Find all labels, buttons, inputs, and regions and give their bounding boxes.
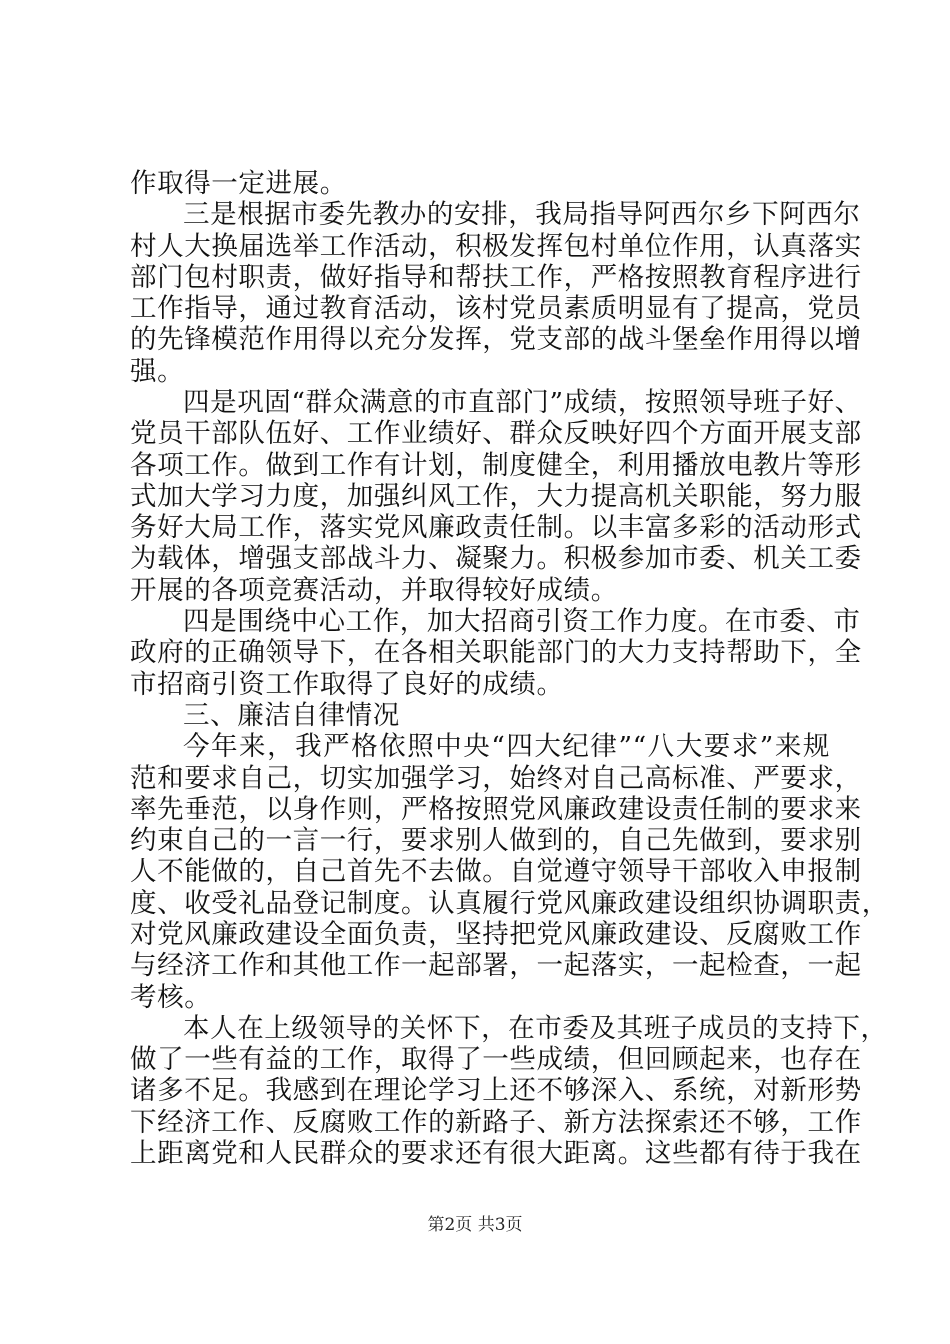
section-heading: 三、廉洁自律情况: [183, 700, 400, 731]
text-line: 与经济工作和其他工作一起部署，一起落实，一起检查，一起: [130, 950, 862, 981]
text-line: 做了一些有益的工作，取得了一些成绩，但回顾起来，也存在: [130, 1044, 862, 1075]
text-line: 务好大局工作，落实党风廉政责任制。以丰富多彩的活动形式: [130, 512, 862, 543]
text-line: 考核。: [130, 982, 212, 1013]
text-line: 率先垂范，以身作则，严格按照党风廉政建设责任制的要求来: [130, 794, 862, 825]
text-line: 部门包村职责，做好指导和帮扶工作，严格按照教育程序进行: [130, 262, 862, 293]
text-line: 三是根据市委先教办的安排，我局指导阿西尔乡下阿西尔: [183, 199, 861, 230]
text-line: 政府的正确领导下，在各相关职能部门的大力支持帮助下，全: [130, 637, 862, 668]
text-line: 人不能做的，自己首先不去做。自觉遵守领导干部收入申报制: [130, 856, 862, 887]
text-line: 为载体，增强支部战斗力、凝聚力。积极参加市委、机关工委: [130, 543, 862, 574]
text-line: 下经济工作、反腐败工作的新路子、新方法探索还不够，工作: [130, 1107, 862, 1138]
text-line: 上距离党和人民群众的要求还有很大距离。这些都有待于我在: [130, 1138, 862, 1169]
text-line: 党员干部队伍好、工作业绩好、群众反映好四个方面开展支部: [130, 418, 862, 449]
text-line: 村人大换届选举工作活动，积极发挥包村单位作用，认真落实: [130, 231, 862, 262]
text-line: 四是巩固“群众满意的市直部门”成绩，按照领导班子好、: [183, 387, 862, 418]
text-line: 约束自己的一言一行，要求别人做到的，自己先做到，要求别: [130, 825, 862, 856]
text-line: 度、收受礼品登记制度。认真履行党风廉政建设组织协调职责，: [130, 888, 889, 919]
text-line: 的先锋模范作用得以充分发挥，党支部的战斗堡垒作用得以增: [130, 324, 862, 355]
text-line: 本人在上级领导的关怀下，在市委及其班子成员的支持下，: [183, 1013, 888, 1044]
text-line: 范和要求自己，切实加强学习，始终对自己高标准、严要求，: [130, 763, 862, 794]
text-line: 强。: [130, 356, 185, 387]
text-line: 市招商引资工作取得了良好的成绩。: [130, 669, 564, 700]
text-line: 四是围绕中心工作，加大招商引资工作力度。在市委、市: [183, 606, 861, 637]
text-line: 对党风廉政建设全面负责，坚持把党风廉政建设、反腐败工作: [130, 919, 862, 950]
text-line: 诸多不足。我感到在理论学习上还不够深入、系统，对新形势: [130, 1075, 862, 1106]
text-line: 今年来，我严格依照中央“四大纪律”“八大要求”来规: [183, 731, 830, 762]
page-number-footer: 第2页 共3页: [427, 1215, 523, 1235]
text-line: 开展的各项竞赛活动，并取得较好成绩。: [130, 575, 618, 606]
text-line: 作取得一定进展。: [130, 168, 347, 199]
text-line: 式加大学习力度，加强纠风工作，大力提高机关职能，努力服: [130, 481, 862, 512]
text-line: 各项工作。做到工作有计划，制度健全，利用播放电教片等形: [130, 450, 862, 481]
text-line: 工作指导，通过教育活动，该村党员素质明显有了提高，党员: [130, 293, 862, 324]
